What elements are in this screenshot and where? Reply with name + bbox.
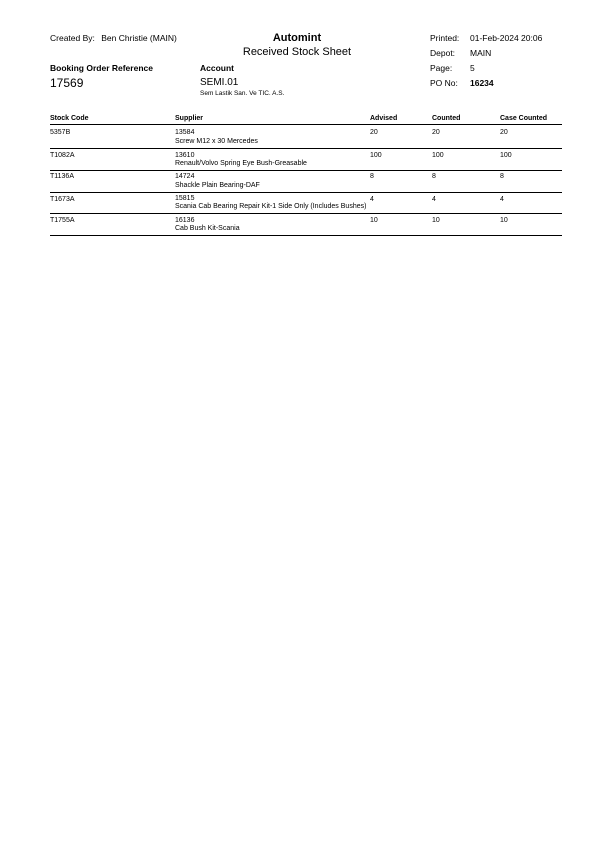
account-code: SEMI.01: [200, 77, 239, 88]
row-case-counted: 20: [500, 129, 508, 136]
row-description: Scania Cab Bearing Repair Kit-1 Side Only (Includes Bushes): [175, 203, 367, 210]
col-counted: Counted: [432, 115, 461, 122]
po-label: PO No:: [430, 78, 458, 88]
row-divider: [50, 235, 562, 236]
page-label: Page:: [430, 63, 453, 73]
row-stock-code: 5357B: [50, 129, 71, 136]
depot-label: Depot:: [430, 48, 456, 58]
row-counted: 10: [432, 217, 440, 224]
row-description: Screw M12 x 30 Mercedes: [175, 138, 258, 145]
row-divider: [50, 148, 562, 149]
row-supplier: 13610: [175, 152, 195, 159]
row-case-counted: 8: [500, 173, 504, 180]
row-stock-code: T1755A: [50, 217, 75, 224]
row-counted: 20: [432, 129, 440, 136]
page-value: 5: [470, 63, 475, 73]
row-description: Cab Bush Kit-Scania: [175, 225, 240, 232]
row-advised: 4: [370, 196, 374, 203]
row-stock-code: T1673A: [50, 196, 75, 203]
created-by-label: Created By:: [50, 33, 95, 43]
company-name: Automint: [272, 32, 322, 44]
row-counted: 8: [432, 173, 436, 180]
printed-value: 01-Feb-2024 20:06: [470, 33, 543, 43]
row-supplier: 16136: [175, 217, 195, 224]
row-divider: [50, 170, 562, 171]
col-supplier: Supplier: [175, 115, 204, 122]
booking-ref-value: 17569: [50, 76, 84, 90]
col-advised: Advised: [370, 115, 398, 122]
row-counted: 4: [432, 196, 436, 203]
row-advised: 8: [370, 173, 374, 180]
row-case-counted: 100: [500, 152, 512, 159]
account-label: Account: [200, 63, 234, 73]
booking-ref-label: Booking Order Reference: [50, 63, 153, 73]
depot-value: MAIN: [470, 48, 492, 58]
row-supplier: 15815: [175, 195, 195, 202]
account-name: Sem Lastik San. Ve TIC. A.S.: [200, 90, 285, 97]
created-by: [50, 33, 177, 43]
row-case-counted: 4: [500, 196, 504, 203]
row-description: Shackle Plain Bearing-DAF: [175, 182, 260, 189]
col-case-counted: Case Counted: [500, 115, 548, 122]
row-description: Renault/Volvo Spring Eye Bush-Greasable: [175, 160, 307, 167]
row-advised: 100: [370, 152, 382, 159]
row-counted: 100: [432, 152, 444, 159]
row-case-counted: 10: [500, 217, 508, 224]
row-stock-code: T1136A: [50, 173, 74, 180]
row-advised: 10: [370, 217, 378, 224]
row-stock-code: T1082A: [50, 152, 75, 159]
row-advised: 20: [370, 129, 378, 136]
printed-label: Printed:: [430, 33, 460, 43]
row-divider: [50, 192, 562, 193]
header-divider: [50, 124, 562, 125]
col-stock-code: Stock Code: [50, 115, 89, 122]
row-supplier: 14724: [175, 173, 195, 180]
created-by-value: Ben Christie (MAIN): [101, 33, 177, 43]
sheet-title: Received Stock Sheet: [242, 46, 352, 58]
row-supplier: 13584: [175, 129, 195, 136]
row-divider: [50, 213, 562, 214]
po-value: 16234: [470, 78, 494, 88]
